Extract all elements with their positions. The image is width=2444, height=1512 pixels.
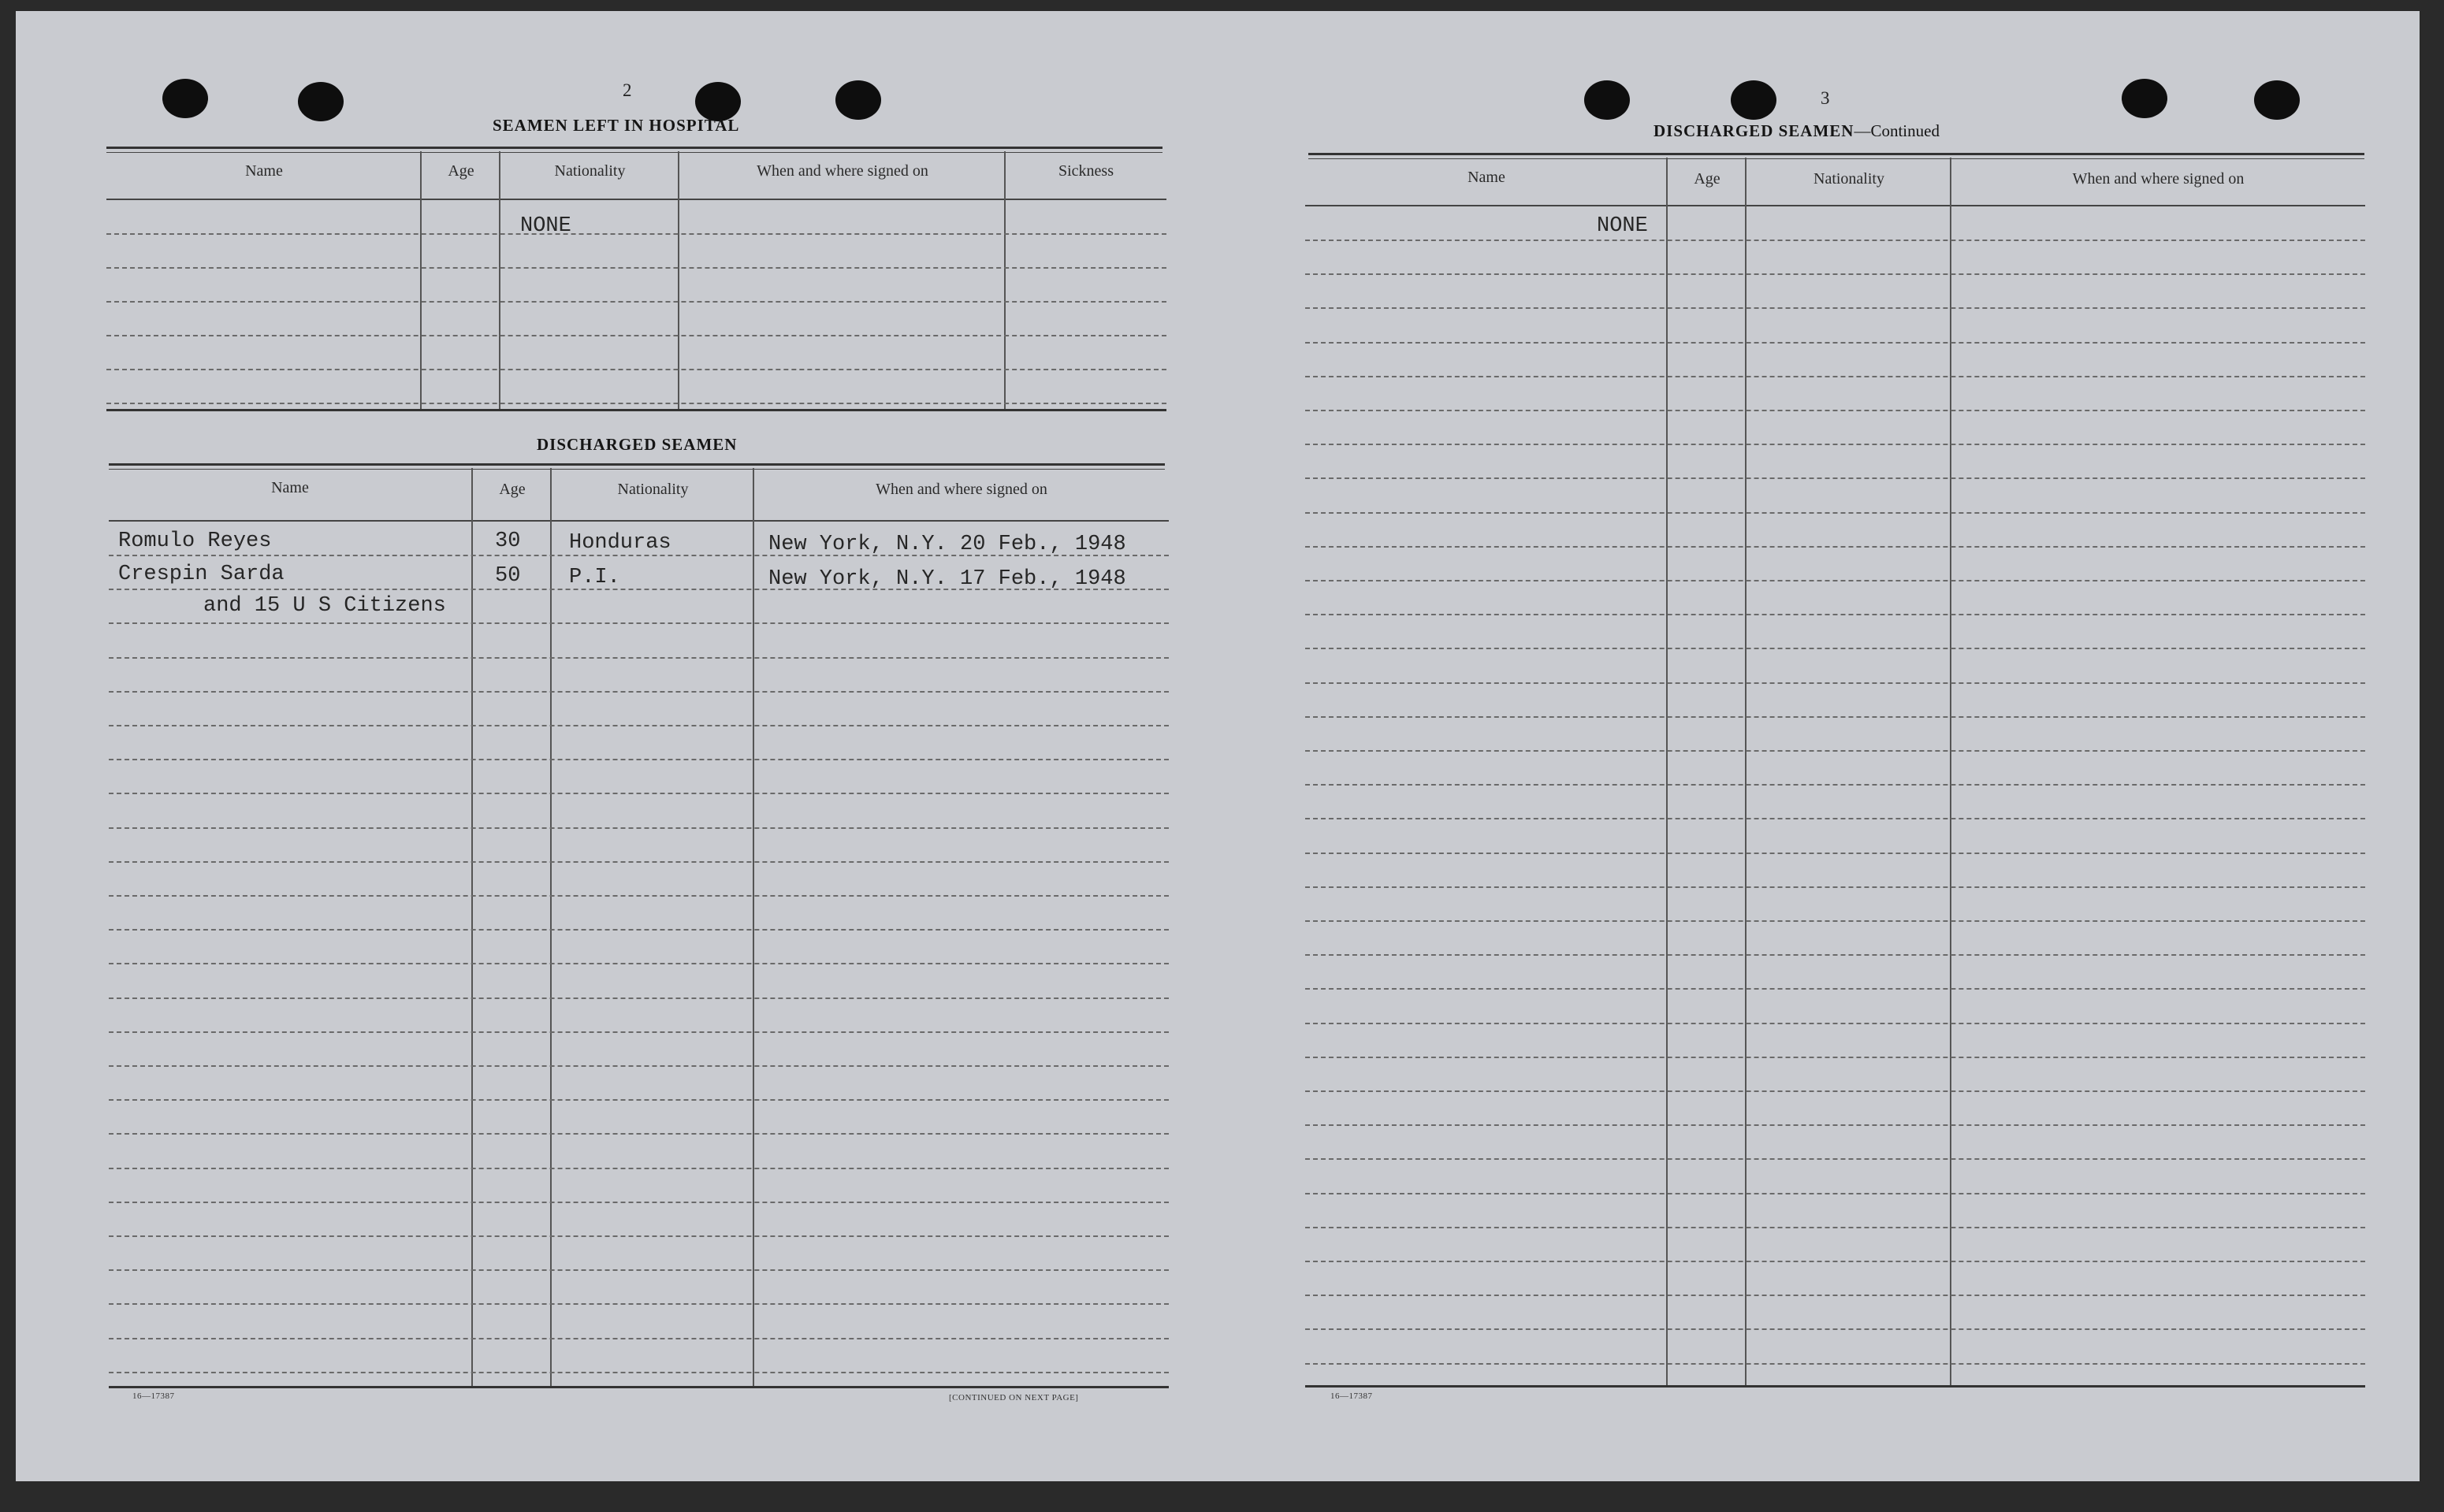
- continued-note: [CONTINUED ON NEXT PAGE]: [949, 1393, 1079, 1402]
- ruled-line: [1305, 1124, 2365, 1126]
- ruled-line: [1305, 853, 2365, 854]
- punch-hole: [1731, 80, 1776, 120]
- ruled-line: [109, 1168, 1169, 1169]
- ruled-line: [1305, 614, 2365, 615]
- ruled-line: [109, 1202, 1169, 1203]
- row-1-age: 30: [495, 529, 521, 553]
- ruled-line: [109, 1338, 1169, 1339]
- row-1-name: Romulo Reyes: [118, 529, 272, 553]
- ruled-line: [109, 725, 1169, 726]
- page-number: 2: [623, 80, 632, 100]
- ruled-line: [1305, 1363, 2365, 1365]
- punch-hole: [2122, 79, 2167, 118]
- row-1-nationality: Honduras: [569, 531, 671, 555]
- ruled-line: [1305, 716, 2365, 718]
- ruled-line: [1305, 1328, 2365, 1330]
- ruled-line: [109, 1031, 1169, 1033]
- ruled-line: [1305, 988, 2365, 990]
- document-sheet: [16, 11, 2420, 1481]
- ruled-line: [1305, 1158, 2365, 1160]
- column-header-name: Name: [1468, 169, 1505, 186]
- right-entry: NONE: [1597, 214, 1648, 238]
- punch-hole: [298, 82, 344, 121]
- column-header-signed-on: When and where signed on: [876, 481, 1047, 498]
- ruled-line: [1305, 376, 2365, 377]
- form-number: 16—17387: [1330, 1391, 1373, 1401]
- column-header-age: Age: [1694, 170, 1720, 188]
- discharged-section-title: DISCHARGED SEAMEN: [537, 435, 738, 454]
- ruled-line: [109, 1235, 1169, 1237]
- column-header-signed-on: When and where signed on: [2072, 170, 2245, 188]
- column-header-age: Age: [448, 162, 474, 180]
- ruled-line: [1305, 1023, 2365, 1024]
- form-number: 16—17387: [132, 1391, 175, 1401]
- ruled-line: [109, 997, 1169, 999]
- column-header-nationality: Nationality: [554, 162, 626, 180]
- punch-hole: [162, 79, 208, 118]
- ruled-line: [1305, 1090, 2365, 1092]
- row-2-age: 50: [495, 564, 521, 588]
- column-header-signed-on: When and where signed on: [757, 162, 928, 180]
- column-header-sickness: Sickness: [1058, 162, 1114, 180]
- ruled-line: [1305, 410, 2365, 411]
- ruled-line: [1305, 512, 2365, 514]
- row-2-name: Crespin Sarda: [118, 563, 285, 586]
- row-2-signed-on: New York, N.Y. 17 Feb., 1948: [768, 567, 1126, 591]
- ruled-line: [1305, 444, 2365, 445]
- ruled-line: [109, 1099, 1169, 1101]
- ruled-line: [1305, 1227, 2365, 1228]
- ruled-line: [1305, 1261, 2365, 1262]
- ruled-line: [1305, 1193, 2365, 1194]
- punch-hole: [835, 80, 881, 120]
- ruled-line: [1305, 954, 2365, 956]
- row-1-signed-on: New York, N.Y. 20 Feb., 1948: [768, 533, 1126, 556]
- ruled-line: [109, 691, 1169, 693]
- ruled-line: [109, 1065, 1169, 1067]
- ruled-line: [109, 759, 1169, 760]
- ruled-line: [1305, 580, 2365, 581]
- punch-hole: [2254, 80, 2300, 120]
- ruled-line: [1305, 920, 2365, 922]
- ruled-line: [1305, 1057, 2365, 1058]
- page-number: 3: [1821, 88, 1830, 108]
- ruled-line: [1305, 477, 2365, 479]
- column-header-nationality: Nationality: [617, 481, 689, 498]
- ruled-line: [1305, 240, 2365, 241]
- ruled-line: [109, 1303, 1169, 1305]
- ruled-line: [109, 1372, 1169, 1373]
- citizens-note: and 15 U S Citizens: [203, 594, 446, 618]
- ruled-line: [1305, 1295, 2365, 1296]
- ruled-line: [1305, 307, 2365, 309]
- ruled-line: [1305, 546, 2365, 548]
- ruled-line: [109, 657, 1169, 659]
- ruled-line: [1305, 818, 2365, 819]
- ruled-line: [1305, 342, 2365, 344]
- title-text: DISCHARGED SEAMEN: [1654, 121, 1854, 140]
- column-header-name: Name: [271, 479, 309, 496]
- ruled-line: [109, 1133, 1169, 1135]
- punch-hole: [1584, 80, 1630, 120]
- column-header-nationality: Nationality: [1813, 170, 1884, 188]
- ruled-line: [109, 1269, 1169, 1271]
- ruled-line: [1305, 648, 2365, 649]
- column-header-name: Name: [245, 162, 283, 180]
- row-2-nationality: P.I.: [569, 566, 620, 589]
- title-suffix: —Continued: [1854, 121, 1940, 140]
- ruled-line: [109, 929, 1169, 931]
- ruled-line: [1305, 273, 2365, 275]
- ruled-line: [109, 793, 1169, 794]
- ruled-line: [109, 963, 1169, 964]
- ruled-line: [1305, 750, 2365, 752]
- ruled-line: [109, 895, 1169, 897]
- hospital-entry: NONE: [520, 214, 571, 238]
- column-header-age: Age: [499, 481, 526, 498]
- ruled-line: [1305, 886, 2365, 888]
- ruled-line: [1305, 784, 2365, 786]
- ruled-line: [109, 827, 1169, 829]
- discharged-continued-title: [1654, 121, 1940, 141]
- ruled-line: [1305, 682, 2365, 684]
- hospital-section-title: SEAMEN LEFT IN HOSPITAL: [493, 116, 740, 135]
- ruled-line: [109, 861, 1169, 863]
- ruled-line: [109, 622, 1169, 624]
